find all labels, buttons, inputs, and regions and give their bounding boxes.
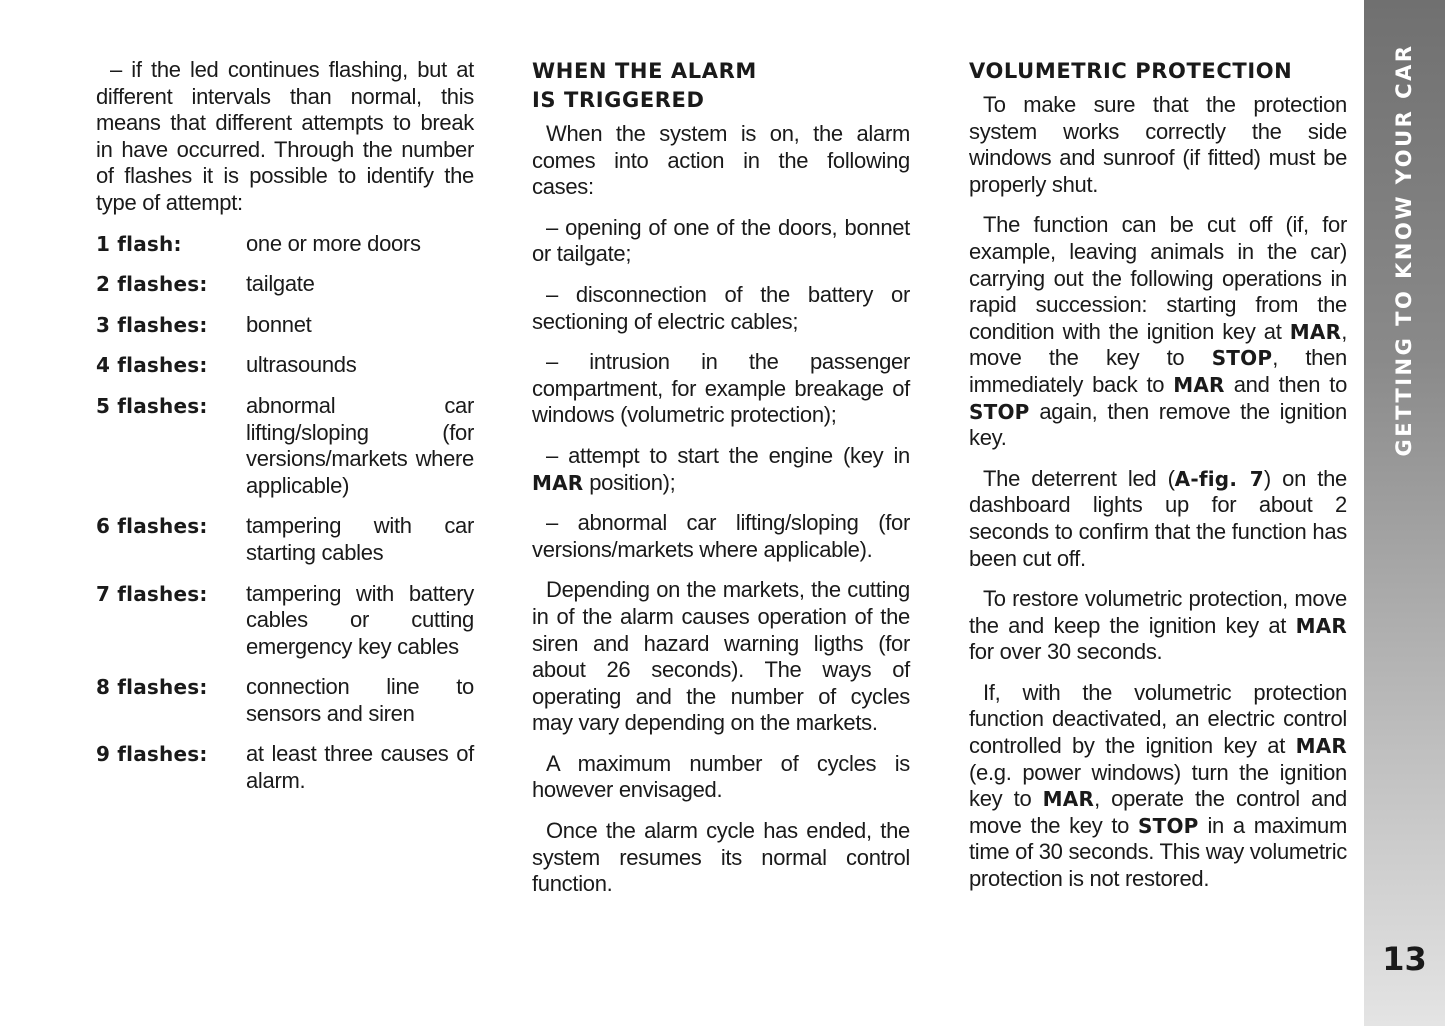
text: (e.g. power windows) turn the ignition key to <box>969 759 1347 812</box>
flash-label: 8 flashes: <box>96 675 208 700</box>
flash-row <box>96 393 474 499</box>
column-right <box>969 57 1347 907</box>
page-number: 13 <box>1382 940 1427 978</box>
flash-row <box>96 231 474 258</box>
flash-desc: at least three causes of alarm. <box>246 741 474 794</box>
flash-row <box>96 674 474 727</box>
keyword-mar: MAR <box>1173 372 1225 397</box>
paragraph <box>969 212 1347 451</box>
column-middle <box>532 57 910 912</box>
keyword-stop: STOP <box>1211 346 1273 371</box>
paragraph: – disconnection of the battery or sectioning of electric cables; <box>532 281 910 334</box>
text: – attempt to start the engine (key in <box>546 442 910 468</box>
flash-desc: connection line to sensors and siren <box>246 674 474 726</box>
text: and then to <box>1224 371 1347 397</box>
text: again, then remove the ignition key. <box>969 398 1347 451</box>
text: , operate the control and move the key to <box>969 786 1347 838</box>
flash-row <box>96 271 474 298</box>
text: position); <box>583 469 676 495</box>
paragraph: Once the alarm cycle has ended, the system resumes its normal control function. <box>532 818 910 897</box>
flash-label: 4 flashes: <box>96 353 208 378</box>
volumetric-protection-heading: VOLUMETRIC PROTECTION <box>969 59 1293 83</box>
keyword-mar: MAR <box>1289 319 1342 344</box>
flash-row <box>96 741 474 794</box>
alarm-triggered-heading <box>532 57 910 115</box>
flash-row <box>96 581 474 661</box>
flash-list <box>96 231 474 795</box>
heading-line: WHEN THE ALARM <box>532 59 757 83</box>
flash-desc: tampering with battery cables or cutting emergency key cables <box>246 580 474 659</box>
paragraph: When the system is on, the alarm comes into action in the following cases: <box>532 121 910 200</box>
text: ) on the dashboard lights up for about 2 seconds to confirm that the function has been cut off. <box>969 465 1347 571</box>
text: , move the key to <box>969 318 1347 371</box>
paragraph: Depending on the markets, the cutting in of the alarm causes operation of the siren and hazard warning ligths (for about 26 seconds). The ways of operating and the number of cycles may vary depending on the markets. <box>532 577 910 736</box>
keyword-stop: STOP <box>1138 813 1199 838</box>
paragraph <box>532 443 910 496</box>
flash-desc: tampering with car starting cables <box>246 513 474 565</box>
keyword-mar: MAR <box>1295 734 1347 759</box>
column-left <box>96 57 474 809</box>
keyword-stop: STOP <box>969 399 1030 424</box>
keyword-mar: MAR <box>532 470 584 495</box>
keyword-mar: MAR <box>1295 613 1347 638</box>
text: , then immediately back to <box>969 345 1347 397</box>
flash-row <box>96 513 474 566</box>
text: The deterrent led ( <box>983 465 1175 491</box>
flash-desc: tailgate <box>246 271 315 297</box>
paragraph: A maximum number of cycles is however envisaged. <box>532 750 910 803</box>
paragraph <box>969 680 1347 893</box>
flash-label: 5 flashes: <box>96 393 208 418</box>
flash-label: 6 flashes: <box>96 514 208 539</box>
text: for over 30 seconds. <box>969 639 1163 665</box>
text: The function can be cut off (if, for example, leaving animals in the car) carrying out the following operations in rapid succession: starting from the condition with the ignition key at <box>969 212 1347 344</box>
chapter-sidebar <box>1364 0 1445 1026</box>
flash-desc: one or more doors <box>246 230 421 256</box>
flash-label: 9 flashes: <box>96 742 208 767</box>
paragraph: To make sure that the protection system works correctly the side windows and sunroof (if fitted) must be properly shut. <box>969 92 1347 197</box>
paragraph: – intrusion in the passenger compartment, for example breakage of windows (volumetric protection); <box>532 349 910 428</box>
flash-row <box>96 352 474 379</box>
paragraph <box>969 466 1347 572</box>
paragraph <box>969 586 1347 666</box>
flash-desc: bonnet <box>246 311 312 337</box>
chapter-title: GETTING TO KNOW YOUR CAR <box>1392 43 1416 457</box>
flash-row <box>96 312 474 339</box>
text: in a maximum time of 30 seconds. This way volumetric protection is not restored. <box>969 812 1347 892</box>
paragraph: – opening of one of the doors, bonnet or tailgate; <box>532 214 910 267</box>
flash-desc: abnormal car lifting/sloping (for versions/markets where applicable) <box>246 392 474 498</box>
flash-desc: ultrasounds <box>246 352 357 378</box>
flash-label: 2 flashes: <box>96 272 208 297</box>
text: To restore volumetric protection, move the and keep the ignition key at <box>969 586 1347 638</box>
flash-label: 1 flash: <box>96 231 182 256</box>
flash-label: 7 flashes: <box>96 581 208 606</box>
figure-reference: A-fig. 7 <box>1174 466 1264 491</box>
keyword-mar: MAR <box>1042 787 1095 812</box>
paragraph: – abnormal car lifting/sloping (for versions/markets where applicable). <box>532 510 910 562</box>
text: If, with the volumetric protection function deactivated, an electric control controlled by the ignition key at <box>969 679 1347 759</box>
flash-label: 3 flashes: <box>96 312 208 337</box>
heading-line: IS TRIGGERED <box>532 88 705 112</box>
flash-intro: – if the led continues flashing, but at different intervals than normal, this means that different attempts to break in have occurred. Through the number of flashes it is possible to identify the type of attempt: <box>96 57 474 215</box>
